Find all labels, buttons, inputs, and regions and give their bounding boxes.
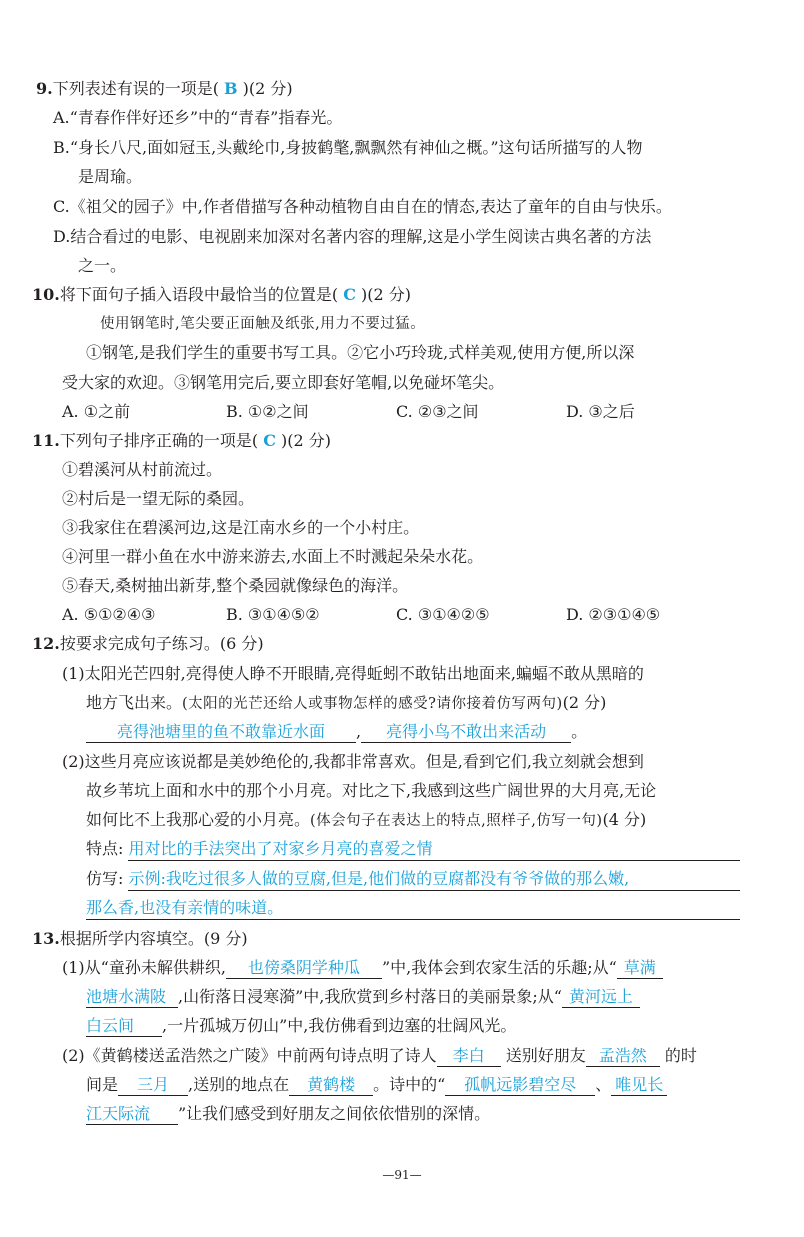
q13-blank-8: 孤帆远影碧空尽 [445, 1075, 595, 1096]
q12-imitate-underline-2 [86, 919, 740, 920]
q12-number: 12. [32, 634, 60, 653]
q13-text-4c: 的时 [664, 1046, 697, 1065]
q12-part1-comma: , [356, 722, 362, 741]
q13-blank-3b: 白云间 [86, 1016, 162, 1037]
q13-text-4a: (2)《黄鹤楼送孟浩然之广陵》中前两句诗点明了诗人 [62, 1046, 437, 1065]
q13-text-1a: (1)从“童孙未解供耕织, [62, 958, 226, 977]
q12-stem [32, 633, 264, 655]
q10-insert-sentence: 使用钢笔时,笔尖要正面触及纸张,用力不要过猛。 [100, 316, 426, 332]
q11-option-b: B. ③①④⑤② [226, 605, 320, 624]
q13-text-5a: 间是 [86, 1075, 119, 1094]
q9-answer: B [224, 79, 238, 98]
q12-imitate-underline-1 [128, 890, 740, 891]
q12-imitate-label: 仿写: [86, 869, 124, 888]
q10-option-b: B. ①②之间 [226, 402, 309, 421]
q13-blank-4: 李白 [437, 1046, 501, 1067]
q13-blank-2a: 草满 [617, 958, 663, 979]
q12-feature-label: 特点: [86, 839, 124, 858]
q12-part2-text: 如何比不上我那心爱的小月亮。 [86, 810, 311, 829]
q13-blank-6: 三月 [118, 1075, 188, 1096]
q10-paragraph-line1: ①钢笔,是我们学生的重要书写工具。②它小巧玲珑,式样美观,使用方便,所以深 [86, 343, 635, 362]
q11-sentence-4: ④河里一群小鱼在水中游来游去,水面上不时溅起朵朵水花。 [62, 547, 484, 566]
q11-options [62, 604, 660, 626]
q11-sentence-1: ①碧溪河从村前流过。 [62, 460, 223, 479]
q13-text-6a: ”让我们感受到好朋友之间依依惜别的深情。 [178, 1104, 491, 1123]
q13-text-4b: 送别好朋友 [505, 1046, 586, 1065]
q13-part1-line2 [86, 986, 640, 1008]
q13-part2-line2 [86, 1074, 667, 1096]
q12-stem-text: 按要求完成句子练习。(6 分) [59, 634, 264, 653]
q10-options [62, 401, 635, 423]
q11-option-c: C. ③①④②⑤ [396, 605, 490, 624]
q13-blank-9a: 唯见长 [611, 1075, 667, 1096]
q13-number: 13. [32, 929, 60, 948]
q12-feature-underline [128, 860, 740, 861]
q13-part1-line1 [62, 957, 663, 979]
q9-stem-text: 下列表述有误的一项是( [52, 79, 219, 98]
q9-option-d: D.结合看过的电影、电视剧来加深对名著内容的理解,这是小学生阅读古典名著的方法 [53, 227, 652, 246]
q12-part1-answer-2: 亮得小鸟不敢出来活动 [361, 722, 571, 743]
q13-part2-line3 [86, 1103, 490, 1125]
q13-stem-text: 根据所学内容填空。(9 分) [59, 929, 248, 948]
q13-stem [32, 928, 248, 950]
q12-part2-score: (4 分) [602, 810, 647, 829]
q9-option-d-cont: 之一。 [78, 256, 127, 275]
q12-imitate-row [86, 868, 629, 890]
q13-part1-line3 [86, 1015, 516, 1037]
q11-sentence-5: ⑤春天,桑树抽出新芽,整个桑园就像绿色的海洋。 [62, 576, 409, 595]
q9-stem [36, 78, 293, 100]
q13-text-5d: 、 [595, 1075, 612, 1094]
q11-answer: C [263, 431, 276, 450]
q13-text-2a: ,山衔落日浸寒漪”中,我欣赏到乡村落日的美丽景象;从“ [178, 987, 562, 1006]
q9-score: )(2 分) [242, 79, 293, 98]
q11-number: 11. [32, 431, 60, 450]
q10-stem-text: 将下面句子插入语段中最恰当的位置是( [59, 285, 339, 304]
q11-option-d: D. ②③①④⑤ [566, 605, 661, 624]
q12-feature-row [86, 838, 433, 860]
q11-option-a: A. ⑤①②④③ [62, 605, 156, 624]
q10-number: 10. [32, 285, 60, 304]
q12-part1-period: 。 [571, 722, 588, 741]
q13-text-5c: 。诗中的“ [373, 1075, 446, 1094]
q13-part2-line1 [62, 1045, 697, 1067]
q9-option-a: A.“青春作伴好还乡”中的“青春”指春光。 [53, 108, 343, 127]
q12-imitate-answer-1: 示例:我吃过很多人做的豆腐,但是,他们做的豆腐都没有爷爷做的那么嫩, [128, 869, 630, 888]
q12-part1-score: (2 分) [562, 693, 607, 712]
q12-imitate-answer-2: 那么香,也没有亲情的味道。 [86, 898, 284, 917]
q11-sentence-3: ③我家住在碧溪河边,这是江南水乡的一个小村庄。 [62, 518, 420, 537]
q12-part1-line2 [86, 692, 606, 715]
q13-text-3a: ,一片孤城万仞山”中,我仿佛看到边塞的壮阔风光。 [162, 1016, 517, 1035]
q9-number: 9. [36, 79, 53, 98]
q13-blank-2b: 池塘水满陂 [86, 987, 178, 1008]
q13-blank-9b: 江天际流 [86, 1104, 178, 1125]
q12-part1-answer-line [86, 721, 587, 743]
q13-blank-7: 黄鹤楼 [289, 1075, 373, 1096]
q10-answer: C [343, 285, 356, 304]
q12-part1-line1: (1)太阳光芒四射,亮得使人睁不开眼睛,亮得蚯蚓不敢钻出地面来,蝙蝠不敢从黑暗的 [62, 664, 644, 683]
q12-part2-instruction: (体会句子在表达上的特点,照样子,仿写一句) [310, 813, 603, 829]
q12-part1-text: 地方飞出来。 [86, 693, 183, 712]
q10-stem [32, 284, 411, 306]
q13-text-5b: ,送别的地点在 [188, 1075, 290, 1094]
q10-option-d: D. ③之后 [566, 402, 635, 421]
q13-blank-1: 也傍桑阴学种瓜 [226, 958, 382, 979]
q9-option-c: C.《祖父的园子》中,作者借描写各种动植物自由自在的情态,表达了童年的自由与快乐。 [53, 197, 672, 216]
q12-part1-answer-1: 亮得池塘里的鱼不敢靠近水面 [86, 722, 356, 743]
q12-part1-instruction: (太阳的光芒还给人或事物怎样的感受?请你接着仿写两句) [182, 696, 563, 712]
q11-stem [32, 430, 331, 452]
q10-score: )(2 分) [361, 285, 412, 304]
q12-part2-line3 [86, 809, 646, 832]
q13-text-1b: ”中,我体会到农家生活的乐趣;从“ [381, 958, 617, 977]
q13-blank-3a: 黄河远上 [562, 987, 640, 1008]
q10-paragraph-line2: 受大家的欢迎。③钢笔用完后,要立即套好笔帽,以免碰坏笔尖。 [62, 373, 505, 392]
q11-sentence-2: ②村后是一望无际的桑园。 [62, 489, 255, 508]
q13-blank-5: 孟浩然 [586, 1046, 660, 1067]
page-number: —91— [382, 1168, 422, 1182]
q11-score: )(2 分) [281, 431, 332, 450]
q12-part2-line2: 故乡苇坑上面和水中的那个小月亮。对比之下,我感到这些广阔世界的大月亮,无论 [86, 781, 657, 800]
q9-option-b-cont: 是周瑜。 [78, 167, 143, 186]
q9-option-b: B.“身长八尺,面如冠玉,头戴纶巾,身披鹤氅,飘飘然有神仙之概。”这句话所描写的人物 [53, 138, 643, 157]
q10-option-c: C. ②③之间 [396, 402, 479, 421]
q11-stem-text: 下列句子排序正确的一项是( [59, 431, 259, 450]
q12-part2-line1: (2)这些月亮应该说都是美妙绝伦的,我都非常喜欢。但是,看到它们,我立刻就会想到 [62, 752, 644, 771]
q12-feature-answer: 用对比的手法突出了对家乡月亮的喜爱之情 [128, 839, 433, 858]
q10-option-a: A. ①之前 [62, 402, 131, 421]
